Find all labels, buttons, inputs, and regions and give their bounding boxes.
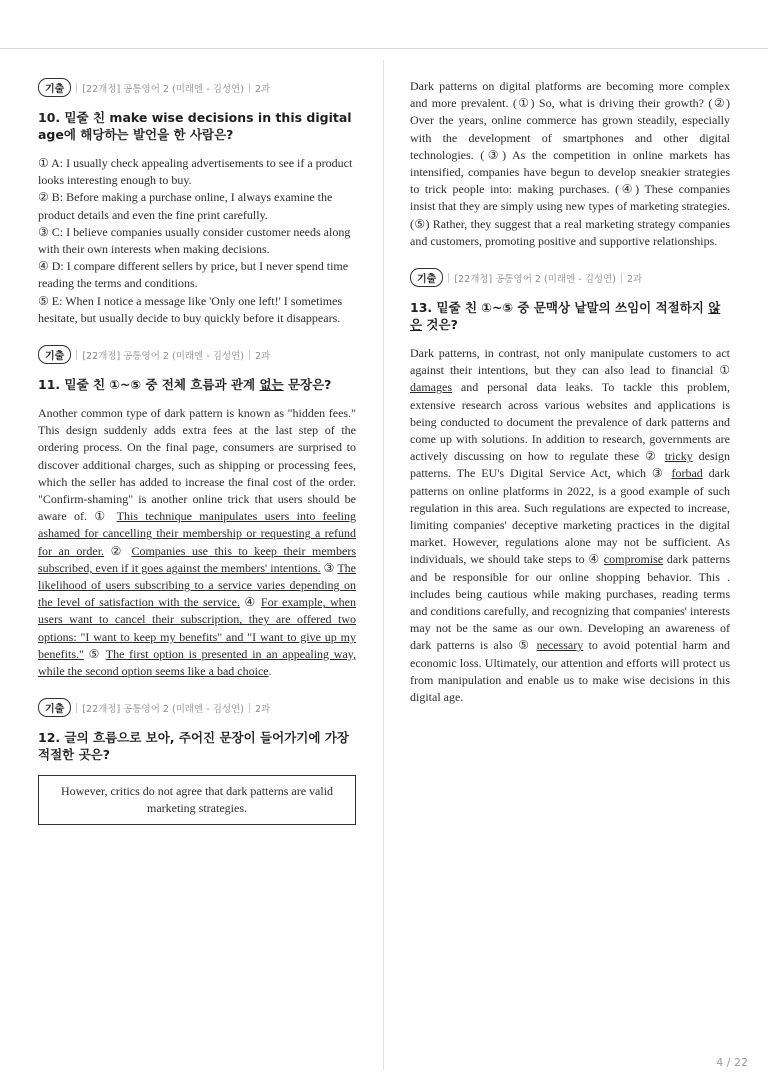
meta-separator	[76, 703, 77, 713]
passage: Another common type of dark pattern is known as "hidden fees." This design suddenly adds extra fees at the last step of the ordering process. On the final page, consumers are surprised to discover additional charges, such as shipping or processing fees, which the seller has added to increase the final cost of the order. "Confirm-shaming" is another online trick that users should be aware of. ① This technique manipulates users into feeling ashamed for cancelling their membership or requesting a refund for an order. ② Companies use this to keep their members subscribed, even if it goes against the members' intentions. ③ The likelihood of users subscribing to a service varies depending on the level of satisfaction with the service. ④ For example, when users want to cancel their subscription, they are offered two options: "I want to keep my benefits" and "I want to give up my benefits." ⑤ The first option is presented in an appealing way, while the second option seems like a bad choice.	[38, 406, 357, 679]
lesson-label: 2과	[254, 703, 271, 715]
question-13	[410, 268, 730, 706]
lesson-label: 2과	[254, 350, 271, 362]
underlined-sentence-4: For example, when users want to cancel their subscription, they are offered two options: "I want to keep my benefits" and "I want to give up my benefits."	[38, 595, 356, 661]
given-sentence-box: However, critics do not agree that dark patterns are valid marketing strategies.	[38, 775, 356, 825]
option-3[interactable]: ③ C: I believe companies usually consider customer needs along with their own interests when making decisions.	[38, 224, 351, 257]
question-meta	[38, 698, 356, 717]
option-5[interactable]: ⑤ E: When I notice a message like 'Only one left!' I sometimes hesitate, but usually decide to buy quickly before it disappears.	[38, 293, 343, 325]
source-label: [22개정] 공통영어 2 (미래엔 - 김성연)	[454, 273, 616, 285]
column-divider	[383, 60, 384, 1070]
exam-tag: 기출	[38, 345, 71, 364]
page-number: 4 / 22	[716, 1056, 748, 1069]
exam-tag: 기출	[38, 78, 71, 97]
question-title: 11. 밑줄 친 ①~⑤ 중 전체 흐름과 관계 없는 문장은?	[38, 377, 332, 393]
meta-separator	[448, 273, 449, 283]
passage: Dark patterns on digital platforms are becoming more complex and more prevalent. (①) So, what is driving their growth? (②) Over the years, online commerce has grown steadily, especially with the development of smartphones and other digital technologies. (③) As the competition in online markets has intensified, companies have begun to develop sneakier strategies to trick people into: making purchases. (④) These companies insist that they are simply using new types of marketing strategies. (⑤) Rather, they suggest that a real marketing strategy companies and customers, promoting positive and supportive relationships.	[410, 79, 730, 248]
meta-separator	[249, 703, 250, 713]
question-12	[38, 698, 356, 825]
emphasis-word: 없는	[259, 377, 284, 393]
option-1[interactable]: ① A: I usually check appealing advertisements to see if a product looks interesting enough to buy.	[38, 156, 353, 188]
answer-options	[38, 155, 356, 327]
header-rule	[0, 48, 768, 49]
question-meta	[38, 345, 356, 364]
exam-tag: 기출	[38, 698, 71, 717]
underlined-word-2: tricky	[664, 449, 693, 464]
meta-separator	[76, 83, 77, 93]
underlined-word-1: damages	[410, 380, 452, 395]
emphasis-word: 않은	[410, 300, 721, 333]
exam-tag: 기출	[410, 268, 443, 287]
right-column	[410, 78, 730, 724]
option-4[interactable]: ④ D: I compare different sellers by price, but I never spend time reading the terms and conditions.	[38, 259, 349, 291]
question-title: 13. 밑줄 친 ①~⑤ 중 문맥상 낱말의 쓰임이 적절하지 않은 것은?	[410, 300, 721, 333]
question-10	[38, 78, 356, 327]
meta-separator	[621, 273, 622, 283]
meta-separator	[249, 350, 250, 360]
source-label: [22개정] 공통영어 2 (미래엔 - 김성연)	[82, 350, 244, 362]
question-meta	[38, 78, 356, 97]
option-2[interactable]: ② B: Before making a purchase online, I always examine the product details and even the fine print carefully.	[38, 190, 333, 222]
underlined-sentence-3: The likelihood of users subscribing to a service varies depending on the level of satisfaction with the service.	[38, 560, 356, 610]
underlined-word-3: forbad	[671, 466, 703, 481]
question-title: 10. 밑줄 친 make wise decisions in this digital age에 해당하는 발언을 한 사람은?	[38, 110, 352, 142]
underlined-sentence-2: Companies use this to keep their members subscribed, even if it goes against the members' intentions.	[38, 543, 356, 575]
question-12-passage	[410, 78, 730, 250]
underlined-sentence-5: The first option is presented in an appealing way, while the second option seems like a bad choice	[38, 646, 357, 679]
source-label: [22개정] 공통영어 2 (미래엔 - 김성연)	[82, 83, 244, 95]
question-meta	[410, 268, 730, 287]
meta-separator	[249, 83, 250, 93]
meta-separator	[76, 350, 77, 360]
question-11	[38, 345, 356, 680]
lesson-label: 2과	[254, 83, 271, 95]
source-label: [22개정] 공통영어 2 (미래엔 - 김성연)	[82, 703, 244, 715]
left-column	[38, 78, 356, 843]
underlined-sentence-1: This technique manipulates users into feeling ashamed for cancelling their membership or requesting a refund for an order.	[38, 509, 356, 558]
underlined-word-5: necessary	[536, 638, 584, 653]
question-title: 12. 글의 흐름으로 보아, 주어진 문장이 들어가기에 가장 적절한 곳은?	[38, 730, 349, 763]
underlined-word-4: compromise	[603, 552, 664, 567]
lesson-label: 2과	[626, 273, 643, 285]
passage: Dark patterns, in contrast, not only manipulate customers to act against their intentions, but they can also lead to financial ① damages and personal data leaks. To tackle this problem, extensive research across various websites and applications is being conducted to document the prevalence of dark patterns and come up with solutions. In addition to research, governments are actively discussing on how to regulate these ② tricky design patterns. The EU's Digital Service Act, which ③ forbad dark patterns on online platforms in 2022, is a good example of such regulation in this area. Such regulations are expected to increase, limiting companies' deceptive marketing practices in the digital market. However, regulations alone may not be sufficient. As individuals, we should take steps to ④ compromise dark patterns and be responsible for our online shopping behavior. This . includes being cautious while making purchases, reading terms and conditions carefully, and recognizing that companies' interests may not be the same as our own. Developing an awareness of dark patterns is also ⑤ necessary to avoid potential harm and economic loss. Ultimately, our attention and efforts will protect us from manipulation and enable us to make wise decisions in this digital age.	[410, 346, 731, 705]
